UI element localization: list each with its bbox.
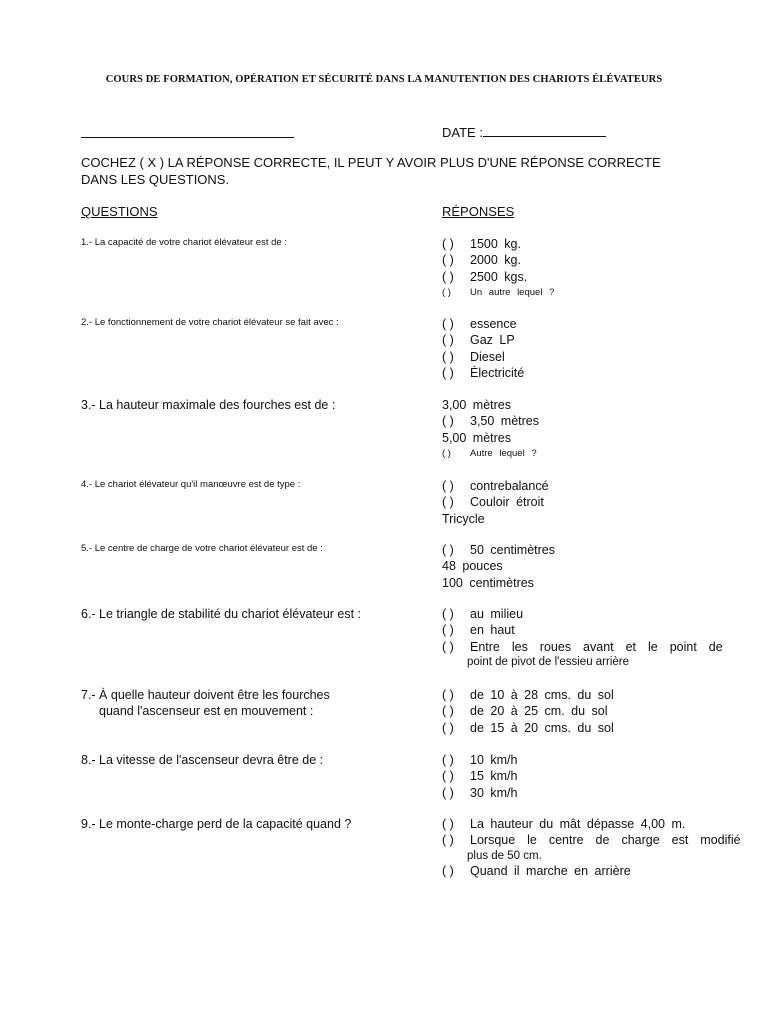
answer-label: Diesel bbox=[470, 349, 505, 364]
answer-checkbox[interactable]: ( ) bbox=[442, 688, 454, 702]
answers-8 bbox=[442, 752, 742, 801]
answer-label: Tricycle bbox=[442, 511, 485, 526]
question-text-line: 5.- Le centre de charge de votre chariot élévateur est de : bbox=[81, 543, 323, 554]
answer-checkbox[interactable]: ( ) bbox=[442, 720, 454, 735]
answer-option bbox=[442, 849, 742, 863]
date-blank-line[interactable] bbox=[483, 124, 606, 137]
answer-label: 3,50 mètres bbox=[470, 414, 540, 429]
answer-option bbox=[442, 575, 742, 591]
answer-option[interactable] bbox=[442, 285, 742, 301]
answer-option[interactable] bbox=[442, 816, 742, 832]
answer-checkbox[interactable]: ( ) bbox=[442, 269, 454, 284]
answer-checkbox[interactable]: ( ) bbox=[442, 785, 454, 800]
answer-label: Couloir étroit bbox=[470, 495, 544, 510]
answers-4 bbox=[442, 478, 742, 527]
answer-label: 2000 kg. bbox=[470, 253, 521, 268]
answer-label: 3,00 mètres bbox=[442, 398, 512, 412]
answer-label: 50 centimètres bbox=[470, 543, 555, 557]
answer-label: 5,00 mètres bbox=[442, 430, 512, 445]
answer-checkbox[interactable]: ( ) bbox=[442, 447, 451, 459]
answer-checkbox[interactable]: ( ) bbox=[442, 543, 454, 557]
answer-checkbox[interactable]: ( ) bbox=[442, 863, 454, 878]
answer-checkbox[interactable]: ( ) bbox=[442, 253, 454, 268]
answer-option[interactable] bbox=[442, 252, 742, 268]
answer-checkbox[interactable]: ( ) bbox=[442, 495, 454, 510]
answer-option[interactable] bbox=[442, 639, 742, 655]
answer-label: de 20 à 25 cm. du sol bbox=[470, 704, 608, 719]
answers-1 bbox=[442, 236, 742, 301]
answer-option[interactable] bbox=[442, 687, 742, 703]
answer-option[interactable] bbox=[442, 236, 742, 252]
answer-checkbox[interactable]: ( ) bbox=[442, 317, 454, 331]
answer-label: contrebalancé bbox=[470, 479, 549, 493]
answer-label: Électricité bbox=[470, 365, 525, 380]
answer-label: 15 km/h bbox=[470, 769, 518, 784]
answers-heading: RÉPONSES bbox=[442, 204, 515, 219]
answer-checkbox[interactable]: ( ) bbox=[442, 479, 454, 493]
answer-label: 30 km/h bbox=[470, 785, 518, 800]
answer-label: de 15 à 20 cms. du sol bbox=[470, 720, 614, 735]
answer-option[interactable] bbox=[442, 478, 742, 494]
answer-option[interactable] bbox=[442, 349, 742, 365]
name-blank-line[interactable] bbox=[81, 137, 294, 138]
answer-checkbox[interactable]: ( ) bbox=[442, 753, 454, 767]
answer-label: 10 km/h bbox=[470, 753, 518, 767]
question-text-line: 1.- La capacité de votre chariot élévateur est de : bbox=[81, 237, 287, 248]
instructions-line-2: DANS LES QUESTIONS. bbox=[81, 172, 230, 187]
answer-option[interactable] bbox=[442, 768, 742, 784]
answer-option[interactable] bbox=[442, 606, 742, 622]
question-text-line: 4.- Le chariot élévateur qu'il manœuvre est de type : bbox=[81, 479, 301, 490]
question-text-line: 7.- À quelle hauteur doivent être les fourches bbox=[81, 688, 330, 702]
answers-6 bbox=[442, 606, 742, 669]
answer-checkbox[interactable]: ( ) bbox=[442, 817, 454, 831]
answer-label: de 10 à 28 cms. du sol bbox=[470, 688, 614, 702]
answer-label: point de pivot de l'essieu arrière bbox=[467, 655, 630, 668]
document-title: COURS DE FORMATION, OPÉRATION ET SÉCURITÉ DANS LA MANUTENTION DES CHARIOTS ÉLÉVATEURS bbox=[105, 74, 663, 85]
answers-9 bbox=[442, 816, 742, 879]
question-3 bbox=[81, 397, 421, 413]
question-text-line: 3.- La hauteur maximale des fourches est de : bbox=[81, 398, 336, 412]
answer-option bbox=[442, 511, 742, 527]
answer-option[interactable] bbox=[442, 863, 742, 879]
answer-option[interactable] bbox=[442, 269, 742, 285]
question-5 bbox=[81, 542, 421, 556]
answer-label: essence bbox=[470, 317, 517, 331]
answer-checkbox[interactable]: ( ) bbox=[442, 286, 451, 298]
question-text-line: 6.- Le triangle de stabilité du chariot élévateur est : bbox=[81, 607, 362, 621]
answer-label: Un autre lequel ? bbox=[470, 286, 555, 298]
answer-option[interactable] bbox=[442, 752, 742, 768]
question-text-line: 9.- Le monte-charge perd de la capacité quand ? bbox=[81, 817, 352, 831]
answer-checkbox[interactable]: ( ) bbox=[442, 414, 454, 429]
date-label: DATE : bbox=[442, 125, 483, 140]
answer-label: 1500 kg. bbox=[470, 237, 521, 251]
answer-checkbox[interactable]: ( ) bbox=[442, 333, 454, 348]
answer-option[interactable] bbox=[442, 446, 742, 462]
answer-checkbox[interactable]: ( ) bbox=[442, 639, 454, 654]
answers-7 bbox=[442, 687, 742, 736]
answer-label: La hauteur du mât dépasse 4,00 m. bbox=[470, 817, 686, 831]
answer-checkbox[interactable]: ( ) bbox=[442, 704, 454, 719]
answer-option[interactable] bbox=[442, 720, 742, 736]
answer-label: Autre lequel ? bbox=[470, 447, 537, 459]
answer-label: Lorsque le centre de charge est modifié bbox=[470, 833, 741, 848]
question-6 bbox=[81, 606, 421, 622]
date-field[interactable] bbox=[442, 124, 606, 140]
answer-label: plus de 50 cm. bbox=[467, 849, 542, 862]
questions-heading: QUESTIONS bbox=[81, 204, 158, 219]
question-7 bbox=[81, 687, 421, 719]
answer-option[interactable] bbox=[442, 413, 742, 429]
answer-label: Gaz LP bbox=[470, 333, 515, 348]
answer-option[interactable] bbox=[442, 542, 742, 558]
question-1 bbox=[81, 236, 421, 250]
answer-option bbox=[442, 655, 742, 669]
answer-option[interactable] bbox=[442, 332, 742, 348]
answer-checkbox[interactable]: ( ) bbox=[442, 349, 454, 364]
answer-label: en haut bbox=[470, 623, 515, 638]
instructions bbox=[81, 154, 681, 188]
question-text-line: quand l'ascenseur est en mouvement : bbox=[99, 704, 314, 718]
answers-5 bbox=[442, 542, 742, 591]
answer-label: au milieu bbox=[470, 607, 524, 621]
answers-3 bbox=[442, 397, 742, 462]
answer-checkbox[interactable]: ( ) bbox=[442, 607, 454, 621]
answer-option[interactable] bbox=[442, 365, 742, 381]
answer-label: 2500 kgs. bbox=[470, 269, 528, 284]
answer-option bbox=[442, 430, 742, 446]
answer-checkbox[interactable]: ( ) bbox=[442, 623, 454, 638]
question-text-line: 8.- La vitesse de l'ascenseur devra être de : bbox=[81, 753, 324, 767]
question-9 bbox=[81, 816, 421, 832]
answer-checkbox[interactable]: ( ) bbox=[442, 833, 454, 848]
question-4 bbox=[81, 478, 421, 492]
question-8 bbox=[81, 752, 421, 768]
answer-checkbox[interactable]: ( ) bbox=[442, 365, 454, 380]
answer-label: Quand il marche en arrière bbox=[470, 863, 631, 878]
answer-option bbox=[442, 558, 742, 574]
answer-label: Entre les roues avant et le point de bbox=[470, 639, 723, 654]
question-text-line: 2.- Le fonctionnement de votre chariot élévateur se fait avec : bbox=[81, 317, 339, 328]
answer-option[interactable] bbox=[442, 494, 742, 510]
answer-option[interactable] bbox=[442, 316, 742, 332]
answer-checkbox[interactable]: ( ) bbox=[442, 769, 454, 784]
answer-label: 100 centimètres bbox=[442, 575, 534, 590]
answer-option[interactable] bbox=[442, 622, 742, 638]
answers-2 bbox=[442, 316, 742, 381]
instructions-line-1: COCHEZ ( X ) LA RÉPONSE CORRECTE, IL PEUT Y AVOIR PLUS D'UNE RÉPONSE CORRECTE bbox=[81, 155, 661, 170]
answer-option[interactable] bbox=[442, 785, 742, 801]
answer-option[interactable] bbox=[442, 832, 742, 848]
question-2 bbox=[81, 316, 421, 330]
answer-checkbox[interactable]: ( ) bbox=[442, 237, 454, 251]
answer-option[interactable] bbox=[442, 703, 742, 719]
answer-label: 48 pouces bbox=[442, 559, 503, 574]
answer-option bbox=[442, 397, 742, 413]
